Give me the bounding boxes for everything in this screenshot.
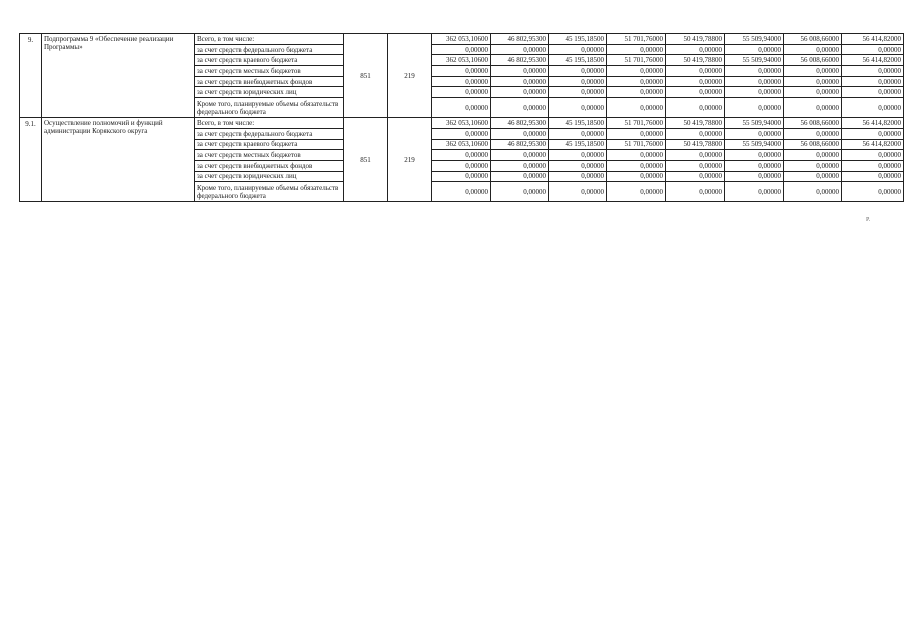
amount-cell: 0,00000 (666, 128, 725, 139)
budget-table-body (20, 34, 904, 202)
amount-cell: 0,00000 (491, 76, 549, 87)
amount-cell: 0,00000 (725, 44, 784, 55)
amount-cell: 0,00000 (432, 44, 491, 55)
amount-cell: 0,00000 (725, 76, 784, 87)
amount-cell: 56 008,66000 (784, 34, 842, 45)
amount-cell: 55 509,94000 (725, 139, 784, 150)
funding-source: Кроме того, планируемые объемы обязательств федерального бюджета (195, 98, 344, 118)
amount-cell: 0,00000 (842, 66, 904, 77)
funding-source: за счет средств внебюджетных фондов (195, 160, 344, 171)
amount-cell: 0,00000 (784, 66, 842, 77)
amount-cell: 0,00000 (666, 87, 725, 98)
amount-cell: 56 008,66000 (784, 55, 842, 66)
amount-cell: 50 419,78800 (666, 55, 725, 66)
funding-source: за счет средств краевого бюджета (195, 55, 344, 66)
amount-cell: 0,00000 (549, 160, 607, 171)
amount-cell: 0,00000 (491, 44, 549, 55)
amount-cell: 0,00000 (842, 87, 904, 98)
amount-cell: 0,00000 (432, 66, 491, 77)
amount-cell: 0,00000 (842, 150, 904, 161)
amount-cell: 0,00000 (491, 128, 549, 139)
program-title: Осуществление полномочий и функций администрации Корякского округа (42, 118, 195, 202)
funding-source: за счет средств краевого бюджета (195, 139, 344, 150)
row-number: 9.1. (20, 118, 42, 202)
amount-cell: 0,00000 (432, 128, 491, 139)
amount-cell: 0,00000 (432, 160, 491, 171)
amount-cell: 0,00000 (842, 160, 904, 171)
amount-cell: 51 701,76000 (607, 139, 666, 150)
amount-cell: 50 419,78800 (666, 34, 725, 45)
amount-cell: 0,00000 (666, 150, 725, 161)
amount-cell: 0,00000 (725, 87, 784, 98)
amount-cell: 0,00000 (432, 171, 491, 182)
funding-source: Всего, в том числе: (195, 118, 344, 129)
funding-source: за счет средств местных бюджетов (195, 150, 344, 161)
amount-cell: 50 419,78800 (666, 118, 725, 129)
amount-cell: 45 195,18500 (549, 118, 607, 129)
funding-source: за счет средств местных бюджетов (195, 66, 344, 77)
amount-cell: 46 802,95300 (491, 34, 549, 45)
amount-cell: 56 414,82000 (842, 139, 904, 150)
amount-cell: 0,00000 (666, 182, 725, 202)
funding-source: за счет средств федерального бюджета (195, 44, 344, 55)
amount-cell: 55 509,94000 (725, 118, 784, 129)
amount-cell: 0,00000 (842, 76, 904, 87)
amount-cell: 56 414,82000 (842, 55, 904, 66)
amount-cell: 0,00000 (666, 171, 725, 182)
amount-cell: 0,00000 (842, 171, 904, 182)
amount-cell: 0,00000 (725, 171, 784, 182)
amount-cell: 56 414,82000 (842, 34, 904, 45)
amount-cell: 0,00000 (784, 76, 842, 87)
budget-code-1: 851 (344, 34, 388, 118)
program-title: Подпрограмма 9 «Обеспечение реализации Программы» (42, 34, 195, 118)
amount-cell: 0,00000 (491, 87, 549, 98)
amount-cell: 0,00000 (842, 44, 904, 55)
amount-cell: 0,00000 (432, 87, 491, 98)
amount-cell: 0,00000 (842, 182, 904, 202)
amount-cell: 0,00000 (549, 87, 607, 98)
funding-source: Кроме того, планируемые объемы обязательств федерального бюджета (195, 182, 344, 202)
amount-cell: 0,00000 (725, 128, 784, 139)
amount-cell: 0,00000 (784, 182, 842, 202)
budget-code-2: 219 (388, 34, 432, 118)
amount-cell: 0,00000 (549, 44, 607, 55)
amount-cell: 55 509,94000 (725, 55, 784, 66)
amount-cell: 362 053,10600 (432, 55, 491, 66)
amount-cell: 0,00000 (432, 98, 491, 118)
amount-cell: 0,00000 (549, 150, 607, 161)
funding-source: Всего, в том числе: (195, 34, 344, 45)
amount-cell: 0,00000 (607, 44, 666, 55)
amount-cell: 0,00000 (725, 66, 784, 77)
amount-cell: 0,00000 (432, 150, 491, 161)
amount-cell: 0,00000 (549, 66, 607, 77)
amount-cell: 0,00000 (607, 87, 666, 98)
table-row (20, 34, 904, 45)
amount-cell: 0,00000 (842, 128, 904, 139)
amount-cell: 0,00000 (784, 150, 842, 161)
amount-cell: 0,00000 (666, 98, 725, 118)
amount-cell: 0,00000 (432, 76, 491, 87)
amount-cell: 0,00000 (784, 171, 842, 182)
amount-cell: 0,00000 (491, 171, 549, 182)
amount-cell: 362 053,10600 (432, 34, 491, 45)
amount-cell: 0,00000 (784, 128, 842, 139)
amount-cell: 51 701,76000 (607, 118, 666, 129)
amount-cell: 362 053,10600 (432, 118, 491, 129)
funding-source: за счет средств внебюджетных фондов (195, 76, 344, 87)
amount-cell: 0,00000 (491, 66, 549, 77)
amount-cell: 45 195,18500 (549, 34, 607, 45)
amount-cell: 55 509,94000 (725, 34, 784, 45)
amount-cell: 0,00000 (491, 160, 549, 171)
amount-cell: 51 701,76000 (607, 55, 666, 66)
amount-cell: 46 802,95300 (491, 118, 549, 129)
amount-cell: 0,00000 (491, 182, 549, 202)
amount-cell: 0,00000 (549, 182, 607, 202)
amount-cell: 0,00000 (607, 150, 666, 161)
amount-cell: 0,00000 (666, 44, 725, 55)
amount-cell: 45 195,18500 (549, 55, 607, 66)
amount-cell: 0,00000 (607, 171, 666, 182)
amount-cell: 0,00000 (607, 182, 666, 202)
amount-cell: 0,00000 (549, 171, 607, 182)
amount-cell: 0,00000 (842, 98, 904, 118)
amount-cell: 0,00000 (432, 182, 491, 202)
amount-cell: 0,00000 (549, 76, 607, 87)
amount-cell: 0,00000 (607, 76, 666, 87)
amount-cell: 0,00000 (607, 66, 666, 77)
row-number: 9. (20, 34, 42, 118)
amount-cell: 0,00000 (666, 66, 725, 77)
amount-cell: 0,00000 (784, 87, 842, 98)
amount-cell: 56 414,82000 (842, 118, 904, 129)
amount-cell: 51 701,76000 (607, 34, 666, 45)
amount-cell: 0,00000 (607, 160, 666, 171)
budget-code-2: 219 (388, 118, 432, 202)
amount-cell: 0,00000 (725, 160, 784, 171)
amount-cell: 0,00000 (725, 182, 784, 202)
amount-cell: 46 802,95300 (491, 55, 549, 66)
budget-code-1: 851 (344, 118, 388, 202)
amount-cell: 0,00000 (607, 98, 666, 118)
page-mark: P. (866, 217, 871, 223)
amount-cell: 0,00000 (725, 98, 784, 118)
funding-source: за счет средств юридических лиц (195, 171, 344, 182)
amount-cell: 56 008,66000 (784, 118, 842, 129)
amount-cell: 0,00000 (491, 98, 549, 118)
amount-cell: 0,00000 (784, 160, 842, 171)
amount-cell: 0,00000 (725, 150, 784, 161)
amount-cell: 56 008,66000 (784, 139, 842, 150)
amount-cell: 45 195,18500 (549, 139, 607, 150)
amount-cell: 0,00000 (784, 98, 842, 118)
amount-cell: 0,00000 (549, 128, 607, 139)
table-row (20, 118, 904, 129)
amount-cell: 46 802,95300 (491, 139, 549, 150)
amount-cell: 0,00000 (666, 160, 725, 171)
amount-cell: 0,00000 (549, 98, 607, 118)
amount-cell: 362 053,10600 (432, 139, 491, 150)
amount-cell: 0,00000 (491, 150, 549, 161)
amount-cell: 0,00000 (784, 44, 842, 55)
budget-table (19, 33, 904, 202)
funding-source: за счет средств юридических лиц (195, 87, 344, 98)
amount-cell: 50 419,78800 (666, 139, 725, 150)
funding-source: за счет средств федерального бюджета (195, 128, 344, 139)
amount-cell: 0,00000 (607, 128, 666, 139)
amount-cell: 0,00000 (666, 76, 725, 87)
